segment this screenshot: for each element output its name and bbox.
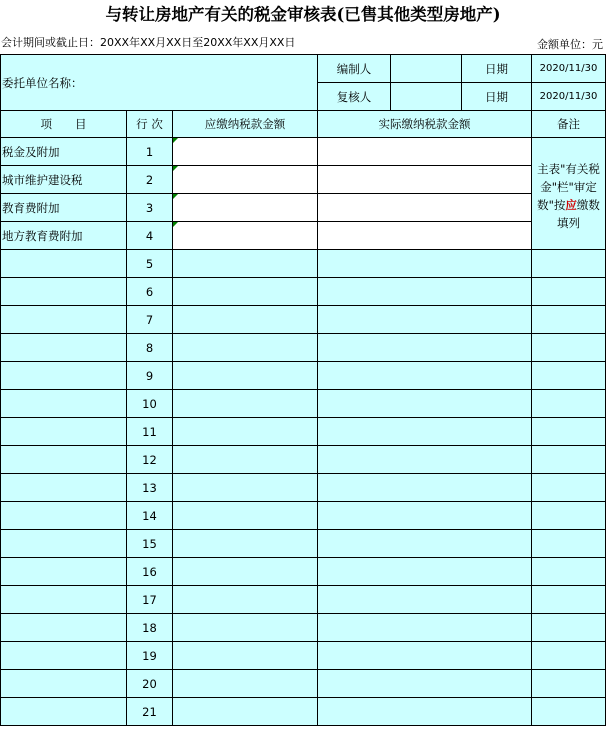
col-header-line: 行 次 [127, 111, 173, 138]
row-line-number: 10 [127, 390, 173, 418]
row-item [1, 670, 127, 698]
payable-amount-cell[interactable] [173, 334, 318, 362]
row-line-number: 12 [127, 446, 173, 474]
row-item [1, 278, 127, 306]
payable-amount-cell[interactable] [173, 530, 318, 558]
row-line-number: 9 [127, 362, 173, 390]
row-item: 税金及附加 [1, 138, 127, 166]
note-empty-cell[interactable] [532, 698, 606, 726]
page-title: 与转让房地产有关的税金审核表(已售其他类型房地产) [105, 5, 501, 24]
note-empty-cell[interactable] [532, 418, 606, 446]
reviewer-label: 复核人 [336, 89, 372, 104]
note-highlight: 应 [565, 198, 577, 212]
note-empty-cell[interactable] [532, 306, 606, 334]
row-item [1, 698, 127, 726]
row-item [1, 446, 127, 474]
payable-amount-cell[interactable] [173, 222, 318, 250]
row-line-number: 7 [127, 306, 173, 334]
preparer-row [318, 55, 532, 83]
table-row [1, 670, 606, 698]
row-item [1, 530, 127, 558]
payable-amount-cell[interactable] [173, 194, 318, 222]
note-empty-cell[interactable] [532, 362, 606, 390]
col-header-actual: 实际缴纳税款金额 [318, 111, 532, 138]
preparer-label: 编制人 [336, 61, 372, 76]
actual-amount-cell[interactable] [318, 278, 532, 306]
row-item [1, 418, 127, 446]
actual-amount-cell[interactable] [318, 698, 532, 726]
row-item [1, 642, 127, 670]
row-line-number: 6 [127, 278, 173, 306]
payable-amount-cell[interactable] [173, 474, 318, 502]
preparer-date-label: 日期 [485, 61, 508, 76]
row-item [1, 390, 127, 418]
note-empty-cell[interactable] [532, 558, 606, 586]
actual-amount-cell[interactable] [318, 362, 532, 390]
note-empty-cell[interactable] [532, 390, 606, 418]
accounting-period: 会计期间或截止日：20XX年XX月XX日至20XX年XX月XX日 [1, 36, 296, 49]
table-row [1, 362, 606, 390]
table-row [1, 222, 606, 250]
note-empty-cell[interactable] [532, 586, 606, 614]
table-row [1, 558, 606, 586]
table-row [1, 306, 606, 334]
table-row [1, 194, 606, 222]
payable-amount-cell[interactable] [173, 446, 318, 474]
table-row [1, 698, 606, 726]
actual-amount-cell[interactable] [318, 474, 532, 502]
row-line-number: 19 [127, 642, 173, 670]
note-empty-cell[interactable] [532, 502, 606, 530]
row-item [1, 306, 127, 334]
row-item [1, 474, 127, 502]
row-item [1, 614, 127, 642]
table-row [1, 642, 606, 670]
payable-amount-cell[interactable] [173, 138, 318, 166]
note-empty-cell[interactable] [532, 446, 606, 474]
note-cell [532, 138, 606, 250]
actual-amount-cell[interactable] [318, 334, 532, 362]
row-line-number: 16 [127, 558, 173, 586]
row-line-number: 20 [127, 670, 173, 698]
row-item [1, 558, 127, 586]
table-row [1, 390, 606, 418]
col-header-payable: 应缴纳税款金额 [173, 111, 318, 138]
note-empty-cell[interactable] [532, 614, 606, 642]
actual-amount-cell[interactable] [318, 138, 532, 166]
actual-amount-cell[interactable] [318, 250, 532, 278]
client-name-label: 委托单位名称： [1, 55, 318, 111]
table-row [1, 334, 606, 362]
table-row [1, 446, 606, 474]
row-line-number: 14 [127, 502, 173, 530]
row-item: 教育费附加 [1, 194, 127, 222]
row-line-number: 18 [127, 614, 173, 642]
note-empty-cell[interactable] [532, 474, 606, 502]
actual-amount-cell[interactable] [318, 446, 532, 474]
payable-amount-cell[interactable] [173, 390, 318, 418]
payable-amount-cell[interactable] [173, 614, 318, 642]
note-text: 主表"有关税金"栏"审定数"按 [537, 162, 600, 212]
row-line-number: 17 [127, 586, 173, 614]
actual-amount-cell[interactable] [318, 222, 532, 250]
payable-amount-cell[interactable] [173, 166, 318, 194]
actual-amount-cell[interactable] [318, 306, 532, 334]
tax-review-table [0, 54, 606, 726]
row-item [1, 586, 127, 614]
row-line-number: 5 [127, 250, 173, 278]
reviewer-date[interactable]: 2020/11/30 [532, 83, 606, 111]
table-row [1, 474, 606, 502]
row-line-number: 4 [127, 222, 173, 250]
row-item: 城市维护建设税 [1, 166, 127, 194]
note-empty-cell[interactable] [532, 278, 606, 306]
col-header-note: 备注 [532, 111, 606, 138]
payable-amount-cell[interactable] [173, 362, 318, 390]
payable-amount-cell[interactable] [173, 670, 318, 698]
actual-amount-cell[interactable] [318, 502, 532, 530]
actual-amount-cell[interactable] [318, 642, 532, 670]
row-line-number: 1 [127, 138, 173, 166]
table-row [1, 530, 606, 558]
note-empty-cell[interactable] [532, 250, 606, 278]
table-row [1, 166, 606, 194]
row-line-number: 11 [127, 418, 173, 446]
payable-amount-cell[interactable] [173, 306, 318, 334]
row-line-number: 13 [127, 474, 173, 502]
row-item: 地方教育费附加 [1, 222, 127, 250]
row-line-number: 21 [127, 698, 173, 726]
note-empty-cell[interactable] [532, 642, 606, 670]
actual-amount-cell[interactable] [318, 418, 532, 446]
col-header-item: 项 目 [1, 111, 127, 138]
reviewer-date-label: 日期 [485, 89, 508, 104]
payable-amount-cell[interactable] [173, 250, 318, 278]
table-row [1, 278, 606, 306]
table-body [1, 138, 606, 726]
note-empty-cell[interactable] [532, 670, 606, 698]
payable-amount-cell[interactable] [173, 642, 318, 670]
actual-amount-cell[interactable] [318, 390, 532, 418]
note-text-end: 缴数填列 [557, 198, 600, 230]
table-row [1, 614, 606, 642]
actual-amount-cell[interactable] [318, 194, 532, 222]
actual-amount-cell[interactable] [318, 586, 532, 614]
payable-amount-cell[interactable] [173, 698, 318, 726]
row-item [1, 250, 127, 278]
table-row [1, 418, 606, 446]
row-item [1, 502, 127, 530]
row-line-number: 3 [127, 194, 173, 222]
preparer-name-cell[interactable] [390, 55, 462, 82]
row-line-number: 15 [127, 530, 173, 558]
payable-amount-cell[interactable] [173, 558, 318, 586]
payable-amount-cell[interactable] [173, 418, 318, 446]
reviewer-row [318, 83, 532, 111]
row-item [1, 334, 127, 362]
actual-amount-cell[interactable] [318, 530, 532, 558]
actual-amount-cell[interactable] [318, 614, 532, 642]
amount-unit: 金额单位：元 [537, 38, 603, 51]
note-empty-cell[interactable] [532, 530, 606, 558]
table-row [1, 250, 606, 278]
row-line-number: 8 [127, 334, 173, 362]
actual-amount-cell[interactable] [318, 558, 532, 586]
row-line-number: 2 [127, 166, 173, 194]
actual-amount-cell[interactable] [318, 166, 532, 194]
payable-amount-cell[interactable] [173, 586, 318, 614]
payable-amount-cell[interactable] [173, 502, 318, 530]
table-row [1, 502, 606, 530]
note-empty-cell[interactable] [532, 334, 606, 362]
payable-amount-cell[interactable] [173, 278, 318, 306]
row-item [1, 362, 127, 390]
actual-amount-cell[interactable] [318, 670, 532, 698]
reviewer-name-cell[interactable] [390, 83, 462, 110]
table-row [1, 586, 606, 614]
table-row [1, 138, 606, 166]
preparer-date[interactable]: 2020/11/30 [532, 55, 606, 83]
